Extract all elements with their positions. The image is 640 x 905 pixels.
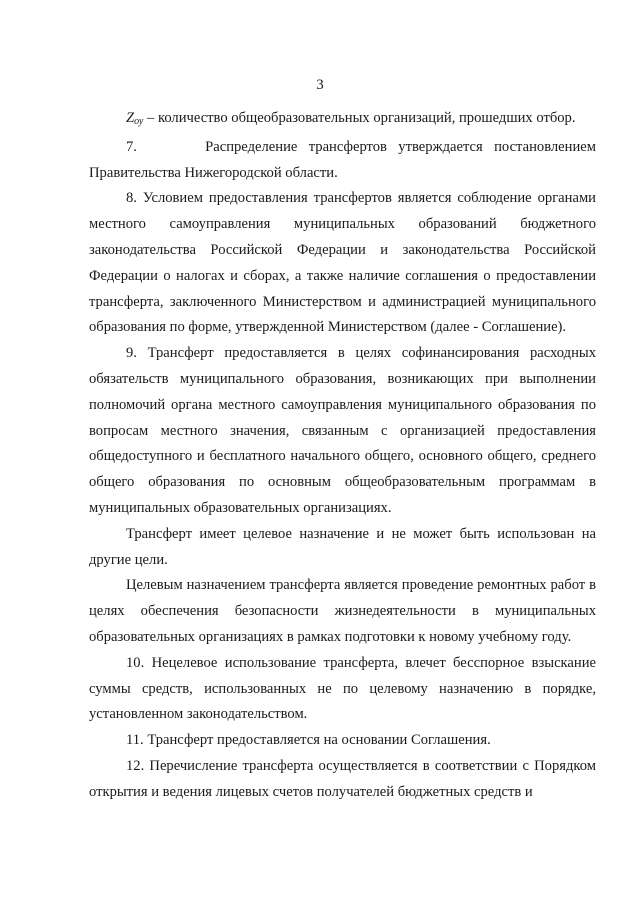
paragraph-z-definition xyxy=(89,106,596,135)
page-number: 3 xyxy=(316,77,324,93)
paragraph-12: 12. Перечисление трансферта осуществляется в соответствии с Порядком открытия и ведения лицевых счетов получателей бюджетных средств и xyxy=(89,757,596,800)
paragraph-purpose: Трансферт имеет целевое назначение и не может быть использован на другие цели. xyxy=(89,525,596,568)
paragraph-7: 7. Распределение трансфертов утверждается постановлением Правительства Нижегородской области. xyxy=(89,138,596,181)
paragraph-10: 10. Нецелевое использование трансферта, влечет бесспорное взыскание суммы средств, использованных не по целевому назначению в порядке, установленном законодательством. xyxy=(89,654,596,723)
paragraph-11: 11. Трансферт предоставляется на основании Соглашения. xyxy=(126,732,491,749)
document-body xyxy=(89,106,596,806)
z-subscript: оу xyxy=(134,116,144,127)
z-symbol: Z xyxy=(126,110,135,126)
paragraph-8: 8. Условием предоставления трансфертов является соблюдение органами местного самоуправления муниципальных образований бюджетного законодательства Российской Федерации и законодательства Российской Федерации о налогах и сборах, а также наличие соглашения о предоставлении трансферта, заключенного Министерством и администрацией муниципального образования по форме, утвержденной Министерством (далее - Соглашение). xyxy=(89,190,596,336)
z-definition-text: – количество общеобразовательных организаций, прошедших отбор. xyxy=(143,110,576,126)
paragraph-target: Целевым назначением трансферта является проведение ремонтных работ в целях обеспечения безопасности жизнедеятельности в муниципальных образовательных организациях в рамках подготовки к новому учебному году. xyxy=(89,577,596,645)
paragraph-9: 9. Трансферт предоставляется в целях софинансирования расходных обязательств муниципального образования, возникающих при выполнении полномочий органа местного самоуправления муниципального образования по вопросам местного значения, связанным с организацией предоставления общедоступного и бесплатного начального общего, основного общего, среднего общего образования по основным общеобразовательным программам в муниципальных образовательных организациях. xyxy=(89,345,596,516)
